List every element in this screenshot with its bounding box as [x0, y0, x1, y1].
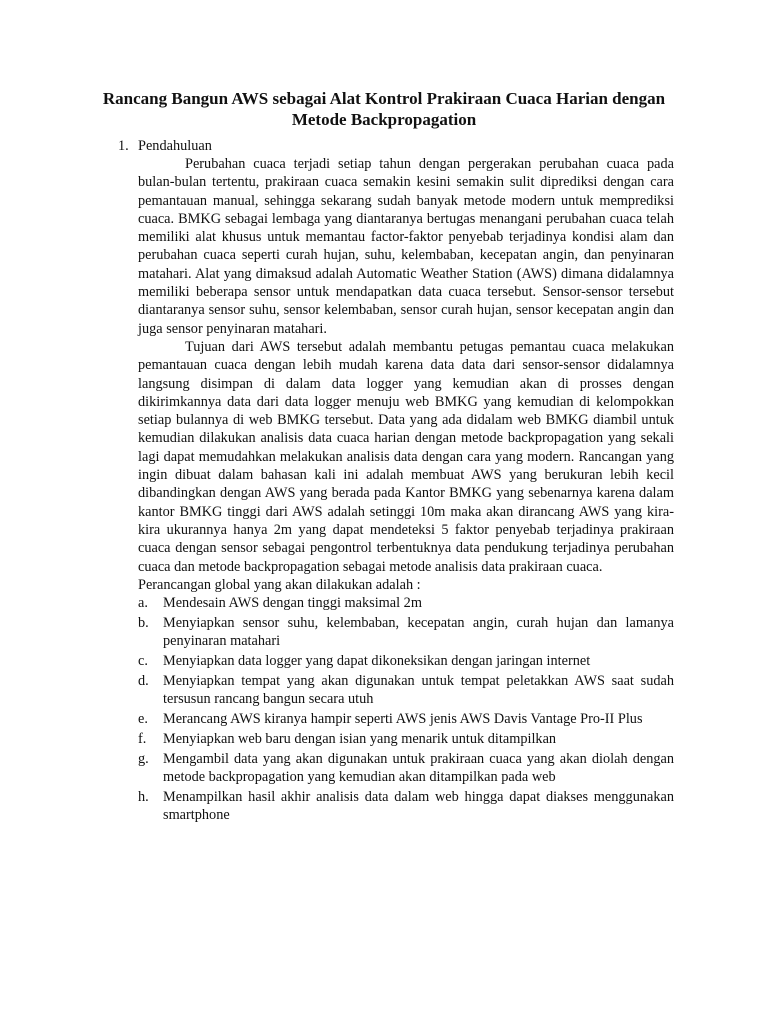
document-title: Rancang Bangun AWS sebagai Alat Kontrol Prakiraan Cuaca Harian dengan Metode Backpropagation: [102, 89, 666, 129]
list-marker: g.: [138, 750, 149, 767]
list-item-text: Menyiapkan sensor suhu, kelembaban, kecepatan angin, curah hujan dan lamanya penyinaran matahari: [163, 614, 674, 650]
list-intro: Perancangan global yang akan dilakukan adalah :: [138, 576, 421, 593]
list-marker: e.: [138, 710, 148, 727]
list-marker: a.: [138, 595, 148, 612]
list-item-text: Mendesain AWS dengan tinggi maksimal 2m: [163, 595, 422, 612]
list-marker: d.: [138, 672, 149, 689]
list-item-text: Mengambil data yang akan digunakan untuk prakiraan cuaca yang akan diolah dengan metode backpropagation yang kemudian akan ditampilkan pada web: [163, 750, 674, 785]
list-item: [138, 750, 674, 787]
list-item-text: Menyiapkan tempat yang akan digunakan untuk tempat peletakkan AWS saat sudah tersusun rancang bangun secara utuh: [163, 672, 674, 708]
list-item-text: Merancang AWS kiranya hampir seperti AWS jenis AWS Davis Vantage Pro-II Plus: [163, 710, 643, 727]
list-item-text: Menyiapkan web baru dengan isian yang menarik untuk ditampilkan: [163, 730, 557, 747]
document-body: [138, 155, 674, 826]
list-marker: f.: [138, 730, 147, 747]
design-steps-list: [138, 594, 674, 824]
list-item: [138, 710, 674, 728]
paragraph-intro: Perubahan cuaca terjadi setiap tahun dengan pergerakan perubahan cuaca pada bulan-bulan tertentu, prakiraan cuaca semakin kesini semakin sulit diprediksi dengan cara pemantauan manual, sehingga sekarang sudah banyak metode modern untuk memprediksi cuaca. BMKG sebagai lembaga yang diantaranya bertugas menangani perubahan cuaca telah memiliki alat khusus untuk memantau factor-faktor penyebab terjadinya kondisi alam dan perubahan cuaca seperti curah hujan, suhu, kelembaban, kecepatan angin, dan penyinaran matahari. Alat yang dimaksud adalah Automatic Weather Station (AWS) dimana didalamnya memiliki beberapa sensor untuk mendapatkan data cuaca tersebut. Sensor-sensor tersebut diantaranya sensor suhu, sensor kelembaban, sensor curah hujan, sensor kecepatan angin dan juga sensor penyinaran matahari.: [138, 156, 674, 337]
list-marker: c.: [138, 653, 148, 670]
list-item: [138, 652, 674, 670]
list-marker: b.: [138, 614, 149, 631]
list-item: [138, 614, 674, 651]
list-item: [138, 594, 674, 612]
list-item: [138, 730, 674, 748]
list-item: [138, 672, 674, 709]
list-item-text: Menampilkan hasil akhir analisis data dalam web hingga dapat diakses menggunakan smartphone: [163, 788, 674, 823]
section-number: 1.: [118, 138, 129, 154]
list-marker: h.: [138, 788, 149, 805]
list-item-text: Menyiapkan data logger yang dapat dikoneksikan dengan jaringan internet: [163, 653, 591, 670]
list-item: [138, 788, 674, 825]
paragraph-purpose: Tujuan dari AWS tersebut adalah membantu petugas pemantau cuaca melakukan pemantauan cuaca dengan lebih mudah karena data data dari sensor-sensor didalamnya langsung disimpan di dalam data logger yang kemudian akan di prosses dengan dikirimkannya data dari data logger menuju web BMKG yang kemudian di kelompokkan setiap bulannya di web BMKG tersebut. Data yang ada didalam web BMKG diambil untuk kemudian dilakukan analisis data cuaca harian dengan metode backpropagation yang sekali lagi dapat memudahkan melakukan analisis data dengan cara yang modern. Rancangan yang ingin dibuat dalam bahasan kali ini adalah membuat AWS yang berukuran lebih kecil dibandingkan dengan AWS yang berada pada Kantor BMKG yang sebenarnya karena dalam kantor BMKG tinggi dari AWS adalah setinggi 10m maka akan dirancang AWS yang kira-kira ukurannya hanya 2m yang dapat mendeteksi 5 faktor penyebab terjadinya prakiraan cuaca dengan sensor sebagai pengontrol terbentuknya data pendukung terjadinya perubahan cuaca dan metode backpropagation sebagai metode analisis data prakiraan cuaca.: [138, 338, 674, 575]
section-title: Pendahuluan: [138, 138, 212, 154]
